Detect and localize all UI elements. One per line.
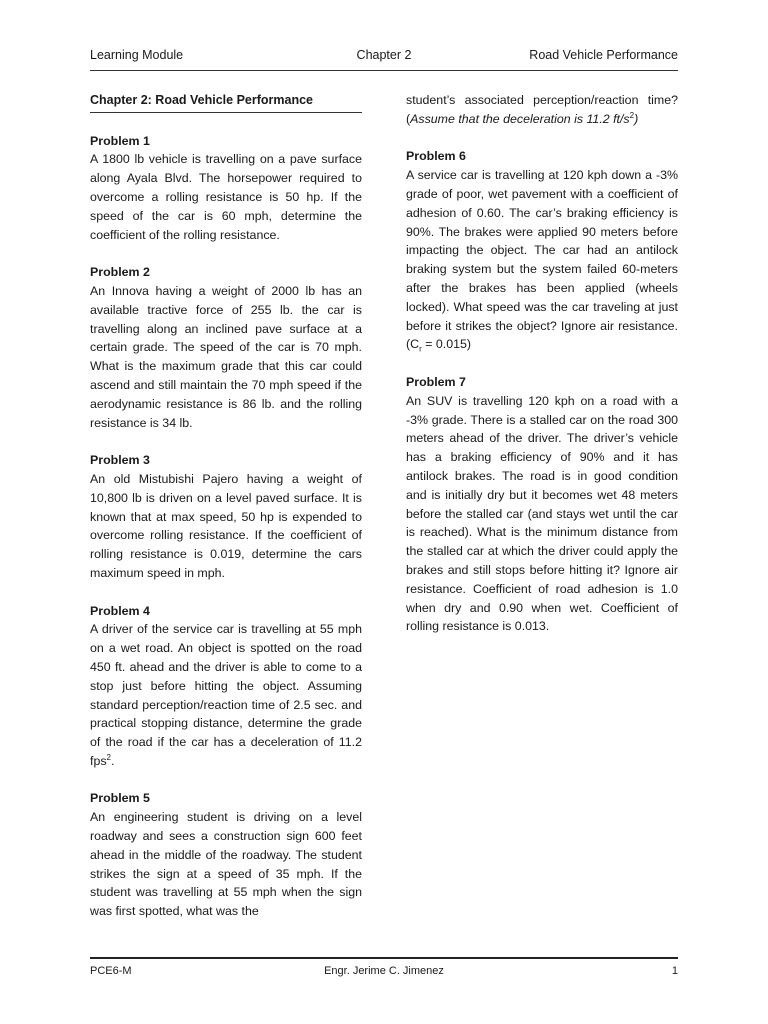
- problem-6: [406, 147, 678, 354]
- left-column: [90, 91, 362, 921]
- problem-text-block: [90, 620, 362, 770]
- problem-note-close: ): [634, 111, 639, 126]
- problem-text-tail: .: [110, 753, 115, 768]
- problem-text-tail: = 0.015): [421, 337, 472, 352]
- problem-2: [90, 263, 362, 432]
- problem-title: Problem 7: [406, 374, 466, 389]
- footer-author: Engr. Jerime C. Jimenez: [324, 965, 444, 977]
- subscript: r: [419, 344, 422, 354]
- right-column: [406, 91, 678, 636]
- problem-title: Problem 1: [90, 133, 150, 148]
- superscript: 2: [106, 752, 111, 762]
- footer-course-code: PCE6-M: [90, 965, 132, 977]
- problem-3: [90, 451, 362, 583]
- page-footer: [90, 963, 678, 979]
- problem-text: A service car is travelling at 120 kph down a -3% grade of poor, wet pavement with a coefficient of adhesion of 0.60. The car’s braking efficiency is 90%. The brakes were applied 90 meters before impacting the object. The car had an antilock braking system but the system failed 60-meters after the brakes has been applied (wheels locked). What speed was the car traveling at just before it strikes the object? Ignore air resistance. (C: [406, 168, 678, 352]
- header-divider: [90, 70, 678, 71]
- problem-text: A 1800 lb vehicle is travelling on a pave surface along Ayala Blvd. The horsepower required to overcome a rolling resistance is 50 hp. If the speed of the car is 60 mph, determine the coefficient of the rolling resistance.: [90, 152, 362, 242]
- problem-5-continuation: [406, 91, 678, 129]
- header-module-label: Learning Module: [90, 48, 184, 62]
- problem-text: A driver of the service car is travelling at 55 mph on a wet road. An object is spotted on the road 450 ft. ahead and the driver is able to come to a stop just before hitting the object. Assuming standard perception/reaction time of 2.5 sec. and practical stopping distance, determine the grade of the road if the car has a deceleration of 11.2 fps: [90, 622, 362, 768]
- problem-text: An Innova having a weight of 2000 lb has an available tractive force of 255 lb. the car is travelling along an inclined pave surface at a certain grade. The speed of the car is 70 mph. What is the maximum grade that this car could ascend and still maintain the 70 mph speed if the aerodynamic resistance is 86 lb. and the rolling resistance is 34 lb.: [90, 283, 362, 430]
- problem-1: [90, 132, 362, 245]
- problem-text: An SUV is travelling 120 kph on a road with a -3% grade. There is a stalled car on the road 300 meters ahead of the driver. The driver’s vehicle has a braking efficiency of 90% and it has antilock brakes. The road is in good condition and is initially dry but it becomes wet 48 meters before the stalled car (and stays wet until the car is reached). What is the minimum distance from the stalled car at which the driver could apply the brakes and still stops before hitting it? Ignore air resistance. Coefficient of road adhesion is 1.0 when dry and 0.90 when wet. Coefficient of rolling resistance is 0.013.: [406, 393, 678, 634]
- chapter-title: Chapter 2: Road Vehicle Performance: [90, 91, 362, 113]
- problem-note-italic: Assume that the deceleration is 11.2 ft/s: [410, 111, 630, 126]
- problem-title: Problem 6: [406, 149, 466, 164]
- header-chapter-label: Chapter 2: [356, 48, 412, 62]
- page-header: [90, 46, 678, 64]
- problem-title: Problem 2: [90, 265, 150, 280]
- problem-title: Problem 3: [90, 453, 150, 468]
- problem-4: [90, 602, 362, 771]
- problem-title: Problem 5: [90, 791, 150, 806]
- problem-7: [406, 373, 678, 636]
- page-number: 1: [671, 965, 678, 977]
- problem-title: Problem 4: [90, 603, 150, 618]
- problem-5: [90, 789, 362, 921]
- footer-divider: [90, 957, 678, 959]
- problem-text: An old Mistubishi Pajero having a weight of 10,800 lb is driven on a level paved surface. It is known that at max speed, 50 hp is expended to overcome rolling resistance. If the coefficient of rolling resistance is 0.019, determine the cars maximum speed in mph.: [90, 471, 362, 580]
- header-topic-label: Road Vehicle Performance: [529, 48, 678, 62]
- problem-text-block: [406, 166, 678, 354]
- problem-text: An engineering student is driving on a level roadway and sees a construction sign 600 feet ahead in the middle of the roadway. The student strikes the sign at a speed of 35 mph. If the student was travelling at 55 mph when the sign was first spotted, what was the: [90, 810, 362, 919]
- problem-text-continued: student’s associated perception/reaction time? (: [406, 93, 678, 126]
- superscript: 2: [629, 110, 635, 120]
